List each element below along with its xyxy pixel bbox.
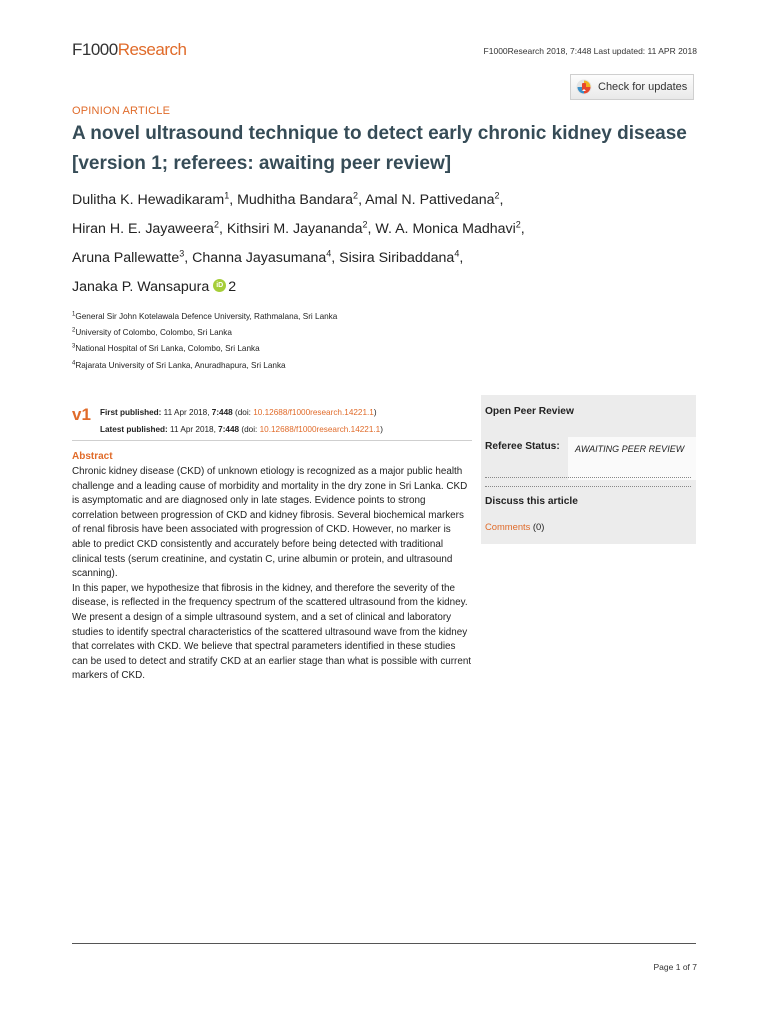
author-line: Hiran H. E. Jayaweera$^2$, Kithsiri M. Jayananda$^2$, W. A. Monica Madhavi$^2$, xyxy=(72,219,525,237)
publication-dates xyxy=(100,405,383,438)
affiliation-list xyxy=(72,309,337,374)
journal-logo xyxy=(72,40,186,60)
abstract-paragraph: Chronic kidney disease (CKD) of unknown etiology is recognized as a major public health challenge and a leading cause of morbidity and mortality in the dry zone in Sri Lanka. CKD is asymptomatic and are diagnosed only in late stages. Evidence points to strong correlation between progression of CKD and kidney fibrosis. Several biochemical markers of renal fibrosis have been associated with progression of CKD. However, no marker is able to predict CKD consistently and accurately before being detected with traditional clinical tests (serum creatinine, and cystatin C, urine albumin or protein, and ultrasound scanning). xyxy=(72,466,468,580)
comments-link[interactable]: Comments xyxy=(485,521,531,532)
affiliation-item: $^3$National Hospital of Sri Lanka, Colombo, Sri Lanka xyxy=(72,343,260,354)
discuss-heading: Discuss this article xyxy=(485,496,578,507)
author-affiliation-marker: 2 xyxy=(228,279,237,295)
check-for-updates-button[interactable] xyxy=(570,74,694,100)
crossmark-icon xyxy=(576,79,592,95)
author-affiliation-marker: 2 xyxy=(213,219,219,230)
author-name: Janaka P. Wansapura xyxy=(72,279,210,295)
version-label: v1 xyxy=(72,405,91,424)
page-number: Page 1 of 7 xyxy=(653,962,697,972)
author-list xyxy=(72,186,692,302)
referee-status-value: AWAITING PEER REVIEW xyxy=(575,444,685,454)
doi-link[interactable]: 10.12688/f1000research.14221.1 xyxy=(253,408,374,417)
open-peer-review-heading: Open Peer Review xyxy=(485,406,574,417)
author-line xyxy=(72,273,692,302)
comments-count: (0) xyxy=(530,521,545,532)
author-name: Aruna Pallewatte xyxy=(72,250,180,266)
logo-suffix: Research xyxy=(117,40,187,59)
check-for-updates-label: Check for updates xyxy=(598,81,688,93)
affiliation-item: $^4$Rajarata University of Sri Lanka, Anuradhapura, Sri Lanka xyxy=(72,359,286,370)
abstract-heading: Abstract xyxy=(72,451,113,462)
author-name: Channa Jayasumana xyxy=(192,250,327,266)
author-affiliation-marker: 3 xyxy=(179,248,185,259)
latest-published: Latest published: 11 Apr 2018, 7:448 (doi: 10.12688/f1000research.14221.1) xyxy=(100,424,383,434)
abstract-paragraph: In this paper, we hypothesize that fibrosis in the kidney, and therefore the severity of the disease, is reflected in the frequency spectrum of the scattered ultrasound from the kidney. We present a design of a simple ultrasound system, and a set of clinical and laboratory studies to identify spectral characteristics of the scattered ultrasound wave from the kidney that correlates with CKD. We believe that spectral parameters identified in these studies can be used to detect and stratify CKD at an earlier stage than what is possible with current markers of CKD. xyxy=(72,582,472,682)
author-name: Hiran H. E. Jayaweera xyxy=(72,221,214,237)
running-head: F1000Research 2018, 7:448 Last updated: 11 APR 2018 xyxy=(483,46,697,56)
logo-prefix: F1000 xyxy=(72,40,118,59)
author-affiliation-marker: 4 xyxy=(326,248,332,259)
first-published: First published: 11 Apr 2018, 7:448 (doi: 10.12688/f1000research.14221.1) xyxy=(100,408,377,417)
referee-status-label: Referee Status: xyxy=(485,441,560,452)
author-affiliation-marker: 4 xyxy=(454,248,460,259)
author-name: Kithsiri M. Jayananda xyxy=(226,221,363,237)
affiliation-item: $^2$University of Colombo, Colombo, Sri Lanka xyxy=(72,327,232,338)
author-name: Sisira Siribaddana xyxy=(339,250,455,266)
footer-rule xyxy=(72,943,696,944)
comments-row xyxy=(485,521,544,532)
divider xyxy=(72,440,472,441)
article-title: A novel ultrasound technique to detect early chronic kidney disease [version 1; referees: awaiting peer review] xyxy=(72,123,687,174)
author-affiliation-marker: 2 xyxy=(353,190,359,201)
author-affiliation-marker: 2 xyxy=(515,219,521,230)
peer-review-panel xyxy=(481,395,696,544)
dotted-divider xyxy=(485,486,691,487)
abstract-body xyxy=(72,465,472,684)
doi-link[interactable]: 10.12688/f1000research.14221.1 xyxy=(259,424,381,434)
author-name: Mudhitha Bandara xyxy=(237,192,354,208)
affiliation-item: $^1$General Sir John Kotelawala Defence University, Rathmalana, Sri Lanka xyxy=(72,311,338,321)
article-type: OPINION ARTICLE xyxy=(72,105,171,117)
referee-status-box xyxy=(481,437,696,480)
author-name: Dulitha K. Hewadikaram xyxy=(72,192,225,208)
author-name: Amal N. Pattivedana xyxy=(365,192,495,208)
author-line: Dulitha K. Hewadikaram$^1$, Mudhitha Bandara$^2$, Amal N. Pattivedana$^2$, xyxy=(72,190,504,208)
author-affiliation-marker: 1 xyxy=(224,190,230,201)
author-line: Aruna Pallewatte$^3$, Channa Jayasumana$^4$, Sisira Siribaddana$^4$, xyxy=(72,248,464,266)
author-affiliation-marker: 2 xyxy=(362,219,368,230)
orcid-icon[interactable]: iD xyxy=(213,279,226,292)
author-affiliation-marker: 2 xyxy=(494,190,500,201)
author-name: W. A. Monica Madhavi xyxy=(375,221,516,237)
